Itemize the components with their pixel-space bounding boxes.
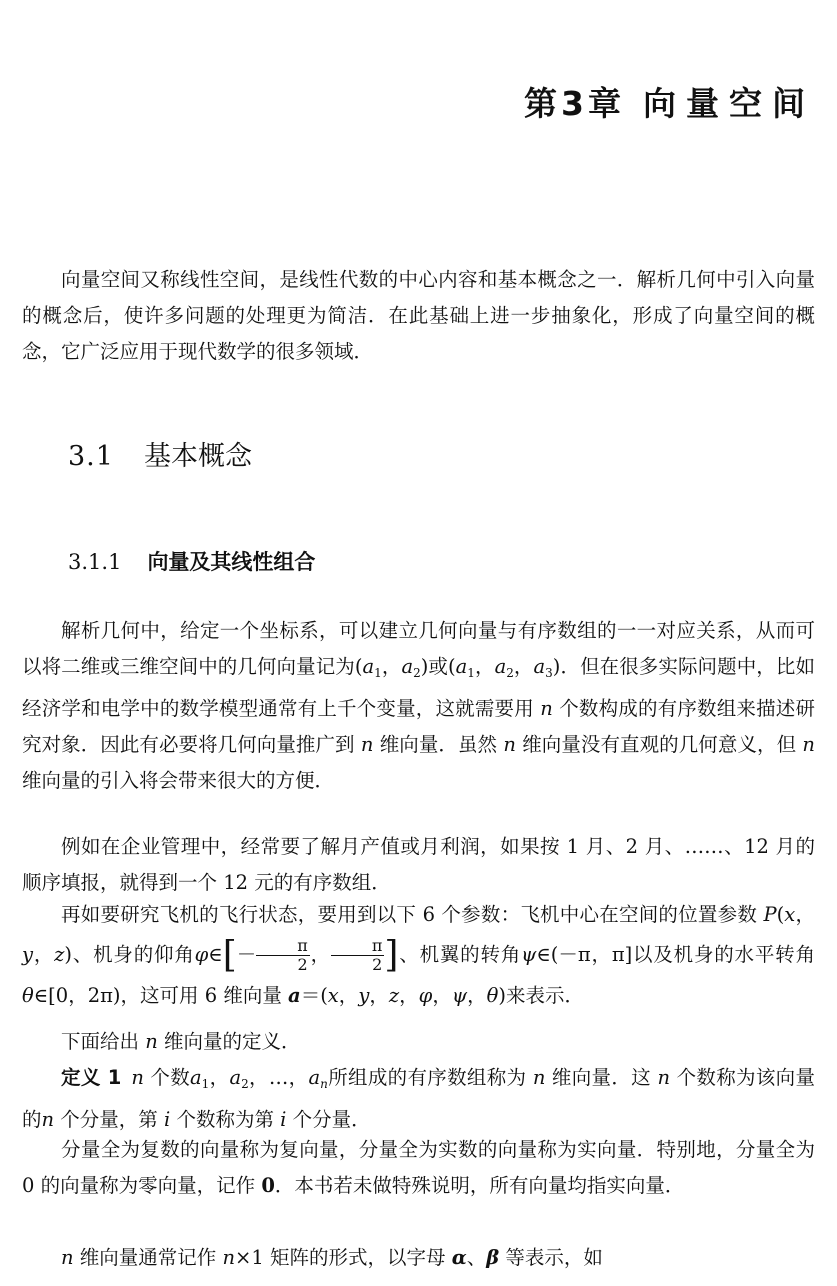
paragraph-example-aircraft: 再如要研究飞机的飞行状态，要用到以下 6 个参数：飞机中心在空间的位置参数 P(x，y，z)、机身的仰角φ∈[－ $\frac{\pi}{2}$ ， $\frac{\pi}{2}$ ]、机翼的转角ψ∈(－π，π]以及机身的水平转角θ∈[0，2π)，这可用 6 维向量 a＝(x，y，z，φ，ψ，θ)来表示． — [22, 903, 815, 1007]
intro-paragraph: 向量空间又称线性空间，是线性代数的中心内容和基本概念之一．解析几何中引入向量的概念后，使许多问题的处理更为简洁．在此基础上进一步抽象化，形成了向量空间的概念，它广泛应用于现代数学的很多领域． — [22, 268, 815, 363]
paragraph-definition-intro: 下面给出 n 维向量的定义． — [61, 1030, 301, 1053]
zero-vector-symbol: 0 — [261, 1174, 275, 1197]
section-number: 3.1 — [68, 441, 114, 472]
subsection-number: 3.1.1 — [68, 550, 122, 574]
chapter-title — [524, 78, 815, 125]
chapter-name: 向量空间 — [643, 84, 815, 123]
subsection-title: 向量及其线性组合 — [147, 550, 316, 574]
paragraph-zero-vector: 分量全为复数的向量称为复向量，分量全为实数的向量称为实向量．特别地，分量全为 0 的向量称为零向量，记作 0．本书若未做特殊说明，所有向量均指实向量． — [22, 1138, 815, 1197]
chapter-number: 第3章 — [524, 84, 625, 123]
paragraph-example-monthly: 例如在企业管理中，经常要了解月产值或月利润，如果按 1 月、2 月、……、12 月的顺序填报，就得到一个 12 元的有序数组． — [22, 835, 815, 894]
paragraph-column-vector: n 维向量通常记作 n×1 矩阵的形式，以字母 α、β 等表示，如 — [61, 1246, 603, 1269]
section-title: 基本概念 — [143, 441, 252, 472]
paragraph-geometry-vectors: 解析几何中，给定一个坐标系，可以建立几何向量与有序数组的一一对应关系，从而可以将二维或三维空间中的几何向量记为($a_1$，$a_2$)或($a_1$，$a_2$，$a_3$)．但在很多实际问题中，比如经济学和电学中的数学模型通常有上千个变量，这就需要用 n 个数构成的有序数组来描述研究对象．因此有必要将几何向量推广到 n 维向量．虽然 n 维向量没有直观的几何意义，但 n 维向量的引入将会带来很大的方便． — [22, 619, 815, 792]
definition-1: 定义 1 n 个数$a_1$，$a_2$，…，$a_n$所组成的有序数组称为 n 维向量．这 n 个数称为该向量的n 个分量，第 i 个数称为第 i 个分量． — [22, 1066, 815, 1131]
subsection-heading — [68, 546, 315, 576]
definition-label: 定义 1 — [61, 1066, 122, 1089]
section-heading — [68, 434, 252, 473]
